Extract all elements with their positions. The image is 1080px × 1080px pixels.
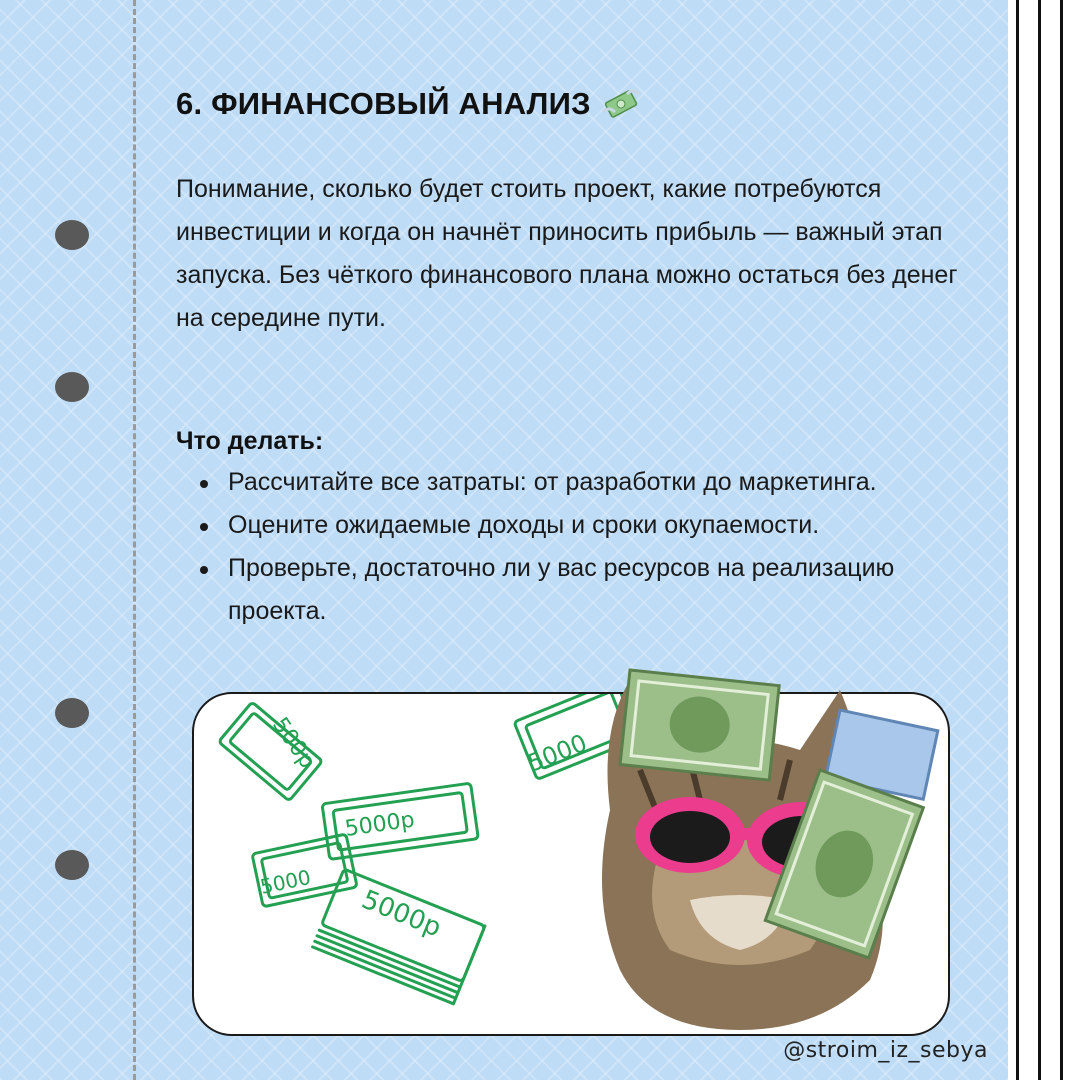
bill-label: 5000 — [523, 728, 591, 778]
binder-hole — [55, 850, 89, 880]
binder-hole — [55, 372, 89, 402]
bill-label: 5000р — [357, 884, 446, 944]
bill-label: 5000р — [343, 807, 417, 842]
list-item: Оцените ожидаемые доходы и сроки окупаемости. — [176, 504, 976, 547]
page-title — [176, 86, 641, 122]
bill-label: 500р — [267, 713, 320, 774]
todo-list — [176, 461, 976, 633]
money-with-wings-icon — [601, 86, 641, 122]
margin-line — [133, 0, 136, 1080]
binder-hole — [55, 698, 89, 728]
list-item: Проверьте, достаточно ли у вас ресурсов на реализацию проекта. — [176, 547, 976, 633]
list-item: Рассчитайте все затраты: от разработки до маркетинга. — [176, 461, 976, 504]
binder-hole — [55, 220, 89, 250]
title-text: 6. ФИНАНСОВЫЙ АНАЛИЗ — [176, 86, 591, 121]
author-handle: @stroim_iz_sebya — [783, 1038, 988, 1063]
bill-label: 5000 — [258, 864, 313, 899]
cat-with-sunglasses-picture — [540, 650, 960, 1050]
todo-heading: Что делать: — [176, 427, 324, 455]
intro-text: Понимание, сколько будет стоить проект, какие потребуются инвестиции и когда он начнёт приносить прибыль — важный этап запуска. Без чёткого финансового плана можно остаться без денег на середине пути. — [176, 175, 958, 332]
page-edges — [1008, 0, 1080, 1080]
